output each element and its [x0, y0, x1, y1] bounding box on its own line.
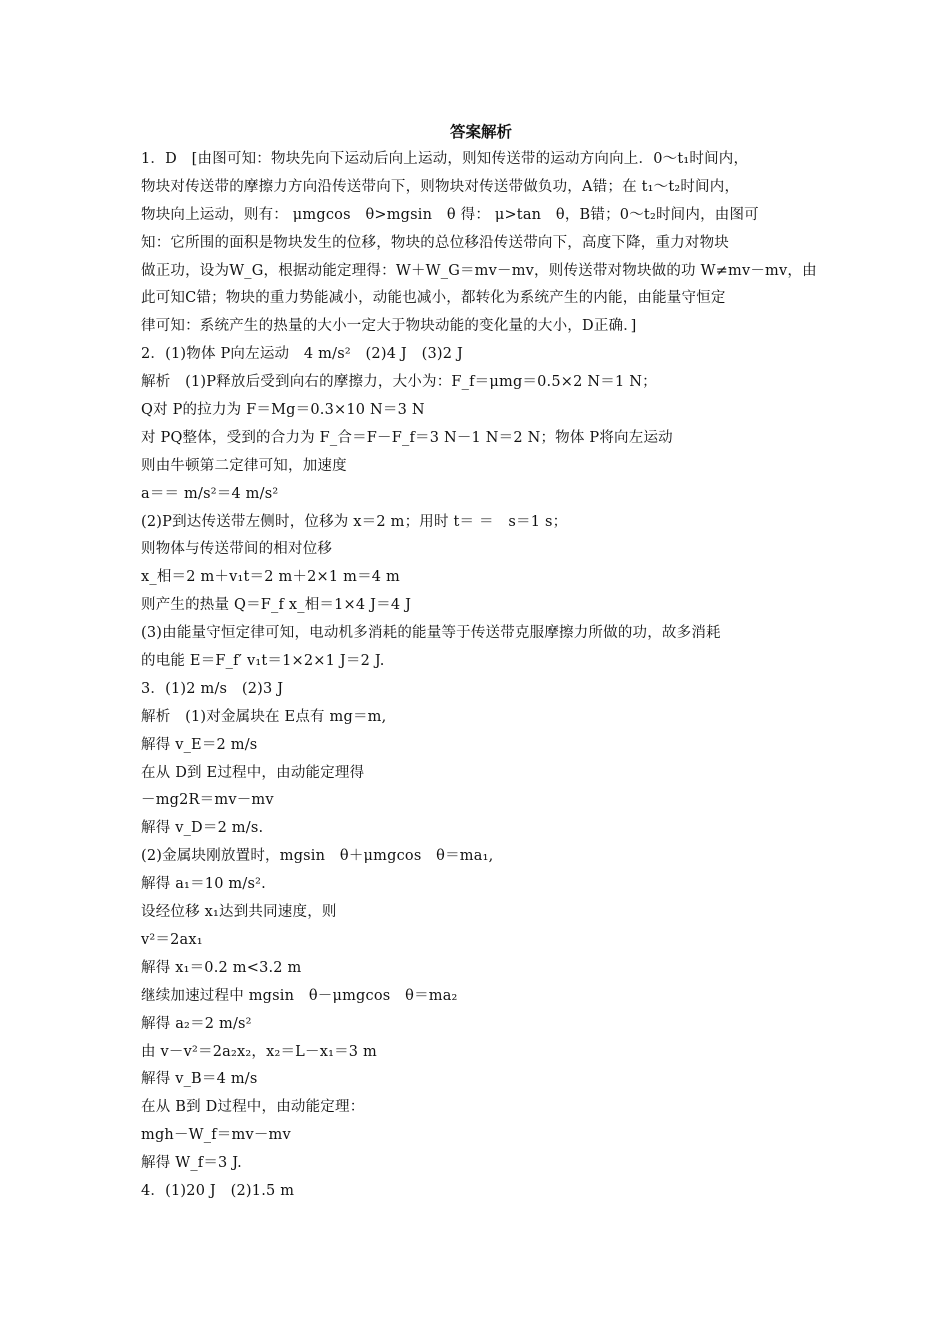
text-line: 解得 W_f＝3 J. — [141, 1155, 242, 1172]
text-line: 由 v－v²＝2a₂x₂，x₂＝L－x₁＝3 m — [141, 1043, 377, 1060]
text-line: －mg2R＝mv－mv — [141, 792, 274, 809]
text-line: (2)P到达传送带左侧时，位移为 x＝2 m；用时 t＝ ＝ s＝1 s； — [141, 513, 568, 530]
text-line: 继续加速过程中 mgsin θ－μmgcos θ＝ma₂ — [141, 987, 458, 1004]
text-line: 解得 a₁＝10 m/s². — [141, 876, 266, 893]
text-line: 的电能 E＝F_f′ v₁t＝1×2×1 J＝2 J. — [141, 653, 385, 670]
text-line: 解得 v_E＝2 m/s — [141, 736, 258, 753]
text-line: 解得 v_D＝2 m/s. — [141, 820, 264, 837]
text-line: 做正功，设为W_G，根据动能定理得：W＋W_G＝mv－mv，则传送带对物块做的功 W≠mv－mv，由 — [141, 262, 817, 279]
text-line: 在从 B到 D过程中，由动能定理： — [141, 1099, 365, 1116]
text-line: 解得 v_B＝4 m/s — [141, 1071, 258, 1088]
text-line: 则由牛顿第二定律可知，加速度 — [141, 457, 347, 474]
text-line: Q对 P的拉力为 F＝Mg＝0.3×10 N＝3 N — [141, 402, 425, 419]
text-line: 解析 (1)P释放后受到向右的摩擦力，大小为：F_f＝μmg＝0.5×2 N＝1 N； — [141, 374, 657, 391]
text-line: 3．(1)2 m/s (2)3 J — [141, 680, 284, 697]
text-line: 在从 D到 E过程中，由动能定理得 — [141, 764, 365, 781]
text-line: 解得 a₂＝2 m/s² — [141, 1015, 252, 1032]
text-line: 律可知：系统产生的热量的大小一定大于物块动能的变化量的大小，D正确．] — [141, 318, 637, 335]
text-line: 2．(1)物体 P向左运动 4 m/s² (2)4 J (3)2 J — [141, 346, 464, 363]
text-line: 4．(1)20 J (2)1.5 m — [141, 1182, 295, 1199]
text-line: 对 PQ整体，受到的合力为 F_合＝F－F_f＝3 N－1 N＝2 N；物体 P将向左运动 — [141, 429, 673, 446]
text-line: v²＝2ax₁ — [141, 931, 203, 948]
text-line: 解得 x₁＝0.2 m<3.2 m — [141, 959, 302, 976]
text-line: (2)金属块刚放置时，mgsin θ＋μmgcos θ＝ma₁, — [141, 848, 494, 865]
text-line: mgh－W_f＝mv－mv — [141, 1127, 291, 1144]
text-line: a＝＝ m/s²＝4 m/s² — [141, 485, 279, 502]
text-line: 此可知C错；物块的重力势能减小，动能也减小，都转化为系统产生的内能，由能量守恒定 — [141, 290, 726, 307]
page-title: 答案解析 — [449, 122, 512, 141]
answer-page — [141, 118, 821, 1206]
text-line: 1．D [由图可知：物块先向下运动后向上运动，则知传送带的运动方向向上．0～t₁时间内， — [141, 151, 749, 167]
text-line: 解析 (1)对金属块在 E点有 mg＝m, — [141, 708, 387, 725]
text-line: (3)由能量守恒定律可知，电动机多消耗的能量等于传送带克服摩擦力所做的功，故多消耗 — [141, 625, 721, 642]
text-line: 则产生的热量 Q＝F_f x_相＝1×4 J＝4 J — [141, 597, 412, 614]
text-line: 物块对传送带的摩擦力方向沿传送带向下，则物块对传送带做负功，A错；在 t₁～t₂时间内， — [141, 178, 740, 195]
answer-body — [141, 146, 821, 1206]
text-line: 知：它所围的面积是物块发生的位移，物块的总位移沿传送带向下，高度下降，重力对物块 — [141, 234, 729, 251]
text-line: 则物体与传送带间的相对位移 — [141, 541, 333, 558]
text-line: 物块向上运动，则有： μmgcos θ>mgsin θ 得： μ>tan θ，B错；0～t₂时间内，由图可 — [141, 206, 759, 223]
text-line: x_相＝2 m＋v₁t＝2 m＋2×1 m＝4 m — [141, 569, 400, 586]
text-line: 设经位移 x₁达到共同速度，则 — [141, 904, 337, 921]
